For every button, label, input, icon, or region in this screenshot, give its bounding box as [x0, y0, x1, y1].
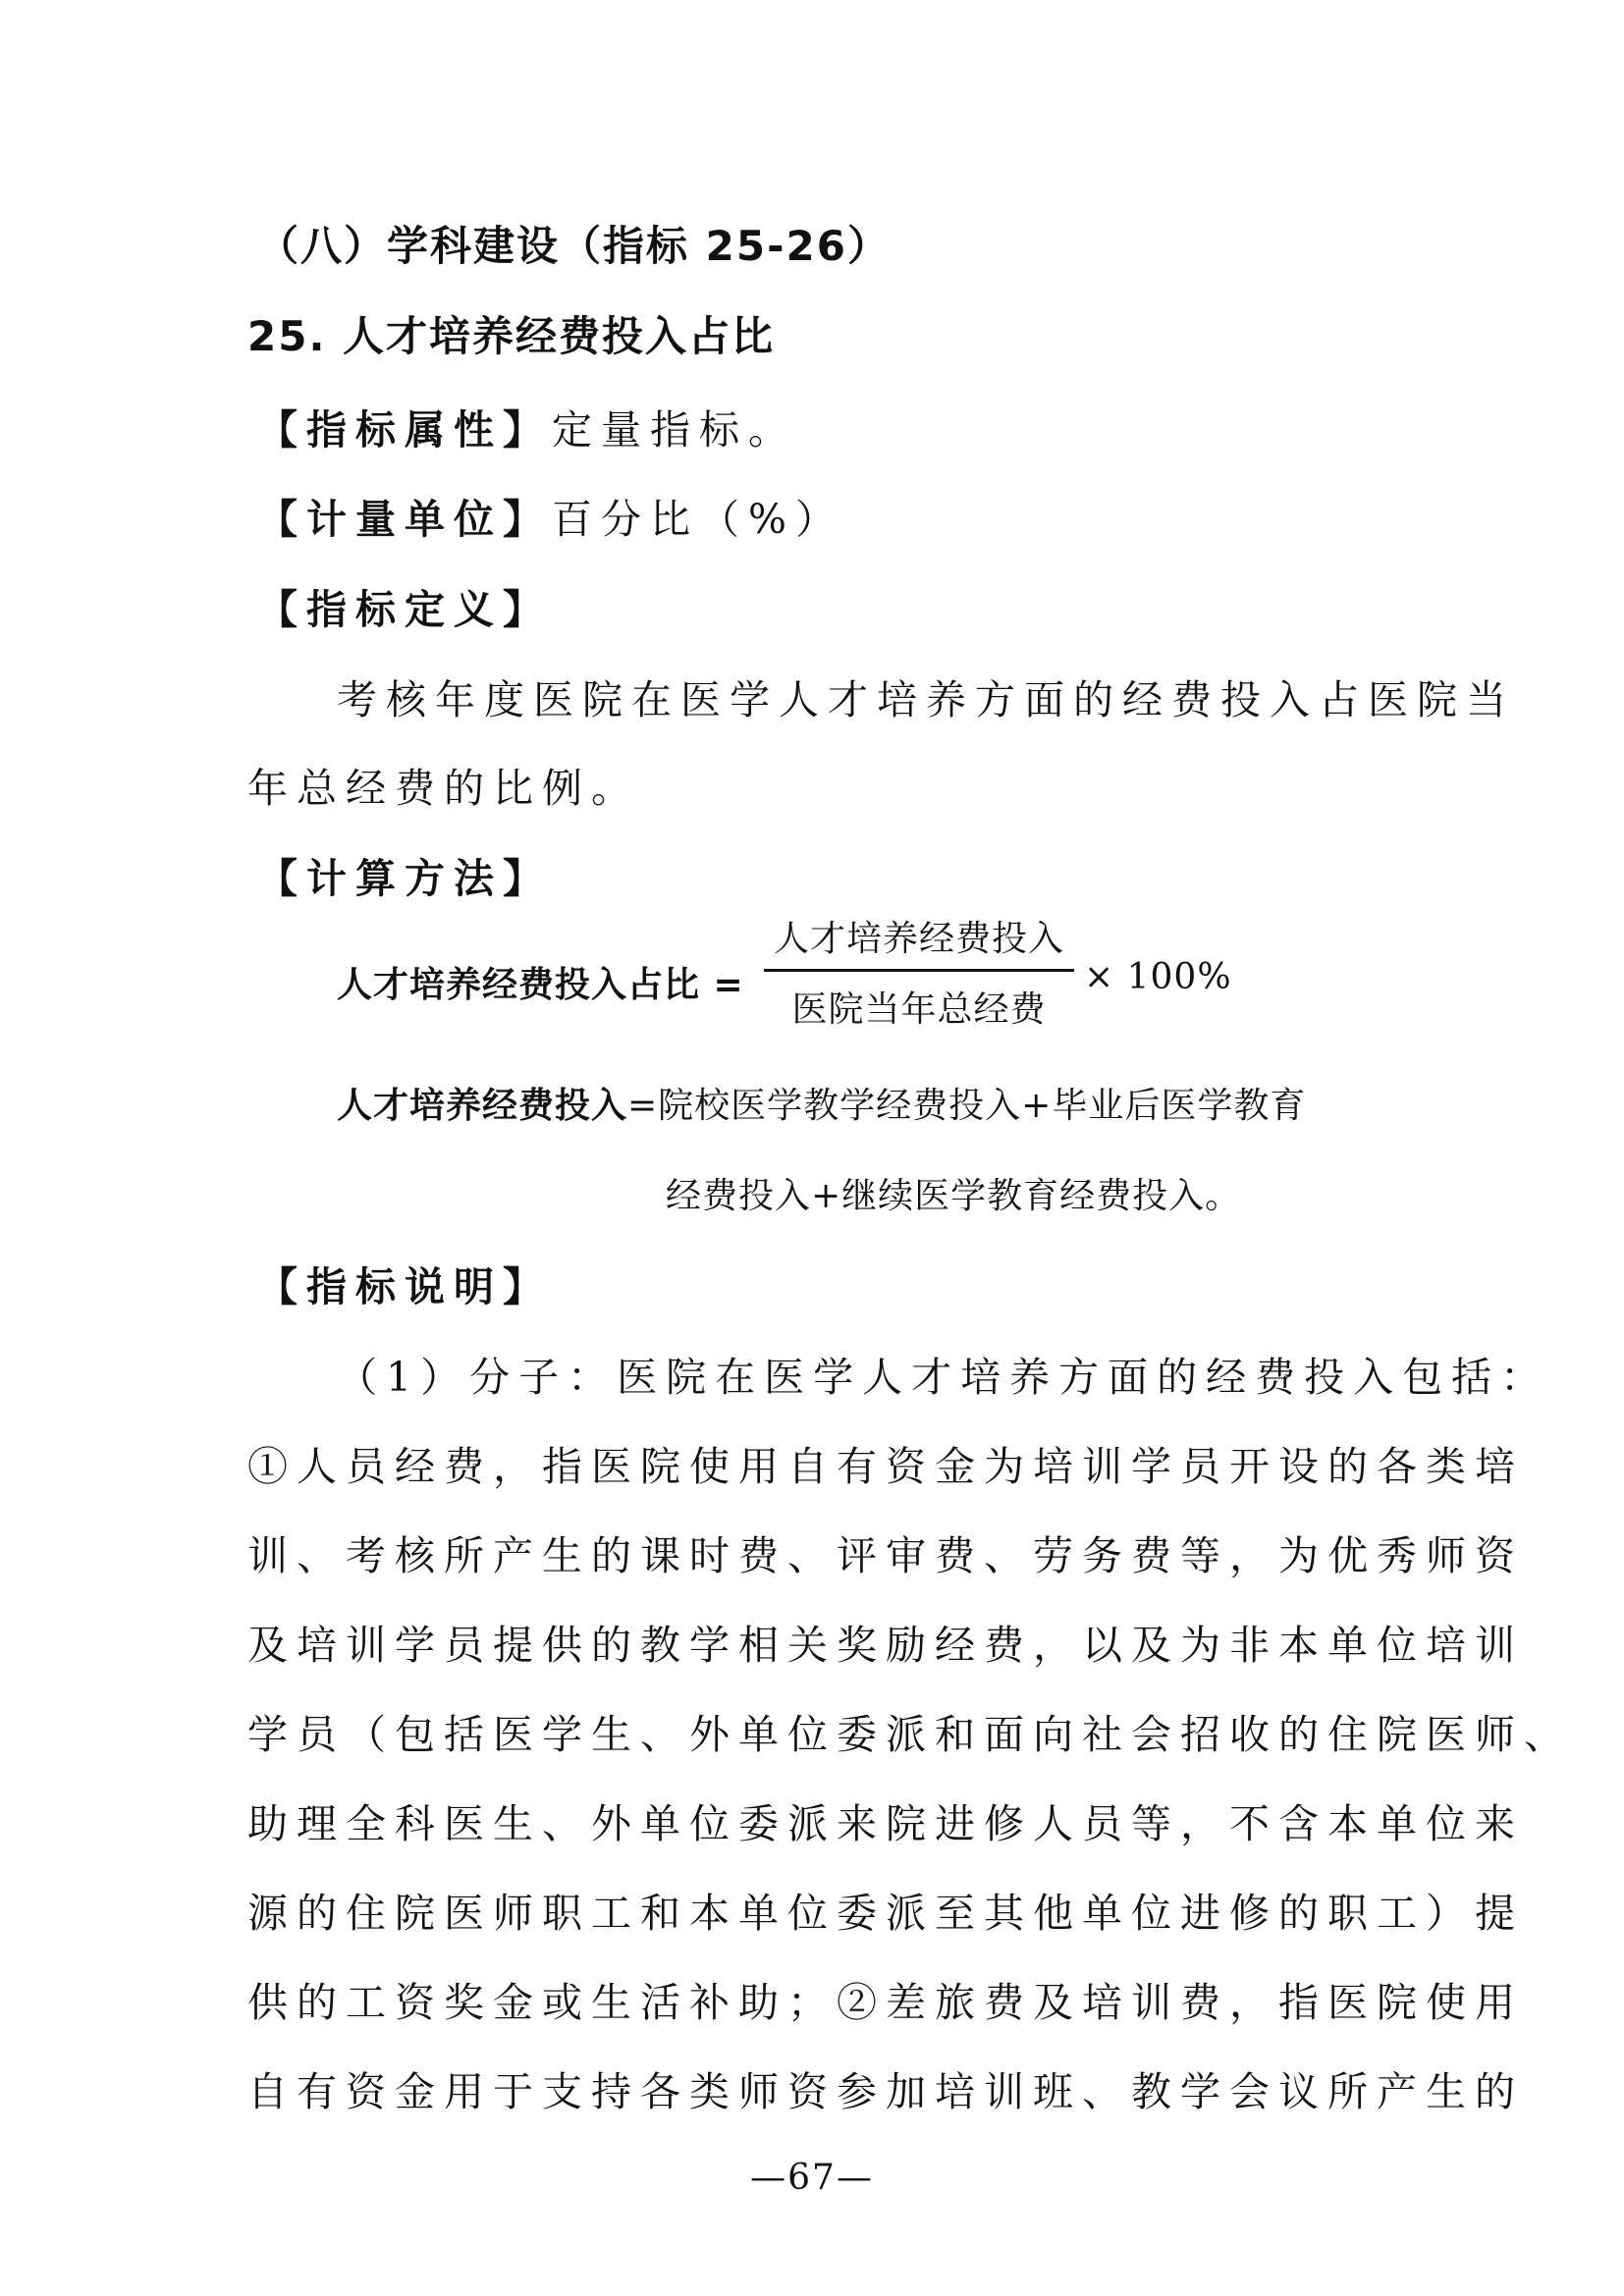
page-number: —67— [750, 2158, 874, 2198]
explanation-line: 源的住院医师职工和本单位委派至其他单位进修的职工）提 [247, 1890, 1524, 1937]
explanation-line: 学员（包括医学生、外单位委派和面向社会招收的住院医师、 [247, 1711, 1573, 1758]
formula-lhs: 人才培养经费投入占比 = [337, 965, 744, 1005]
attribute-row [257, 398, 797, 455]
explanation-line: 训、考核所产生的课时费、评审费、劳务费等，为优秀师资 [247, 1532, 1524, 1579]
item-title: 25. 人才培养经费投入占比 [247, 312, 776, 360]
explanation-line: 自有资金用于支持各类师资参加培训班、教学会议所产生的 [247, 2068, 1524, 2115]
explanation-line: 供的工资奖金或生活补助；②差旅费及培训费，指医院使用 [247, 1979, 1524, 2026]
explanation-label: 【指标说明】 [257, 1263, 552, 1310]
formula-fraction [764, 911, 1074, 1032]
formula-denominator: 医院当年总经费 [791, 989, 1047, 1030]
explanation-line: ①人员经费，指医院使用自有资金为培训学员开设的各类培 [247, 1443, 1524, 1490]
attribute-label: 【指标属性】 [257, 406, 552, 454]
definition-line-1: 考核年度医院在医学人才培养方面的经费投入占医院当 [337, 676, 1515, 723]
section-heading: （八）学科建设（指标 25-26） [257, 222, 891, 270]
formula-numerator: 人才培养经费投入 [773, 919, 1064, 959]
explanation-line: （1）分子：医院在医学人才培养方面的经费投入包括： [337, 1354, 1550, 1401]
definition-label: 【指标定义】 [257, 586, 552, 633]
formula-multiplier: × 100% [1084, 957, 1232, 997]
attribute-value: 定量指标。 [552, 406, 797, 454]
method-label: 【计算方法】 [257, 855, 552, 902]
explanation-line: 及培训学员提供的教学相关奖励经费，以及为非本单位培训 [247, 1622, 1524, 1669]
component-label: 人才培养经费投入 [337, 1086, 628, 1126]
explanation-line: 助理全科医生、外单位委派来院进修人员等，不含本单位来 [247, 1800, 1524, 1847]
unit-row [257, 487, 844, 545]
unit-value: 百分比（%） [552, 496, 844, 543]
component-definition: =院校医学教学经费投入+毕业后医学教育 [627, 1086, 1307, 1126]
definition-line-2: 年总经费的比例。 [247, 765, 640, 812]
component-line-1 [337, 1078, 1306, 1128]
unit-label: 【计量单位】 [257, 496, 552, 543]
component-line-2: 经费投入+继续医学教育经费投入。 [666, 1176, 1242, 1216]
